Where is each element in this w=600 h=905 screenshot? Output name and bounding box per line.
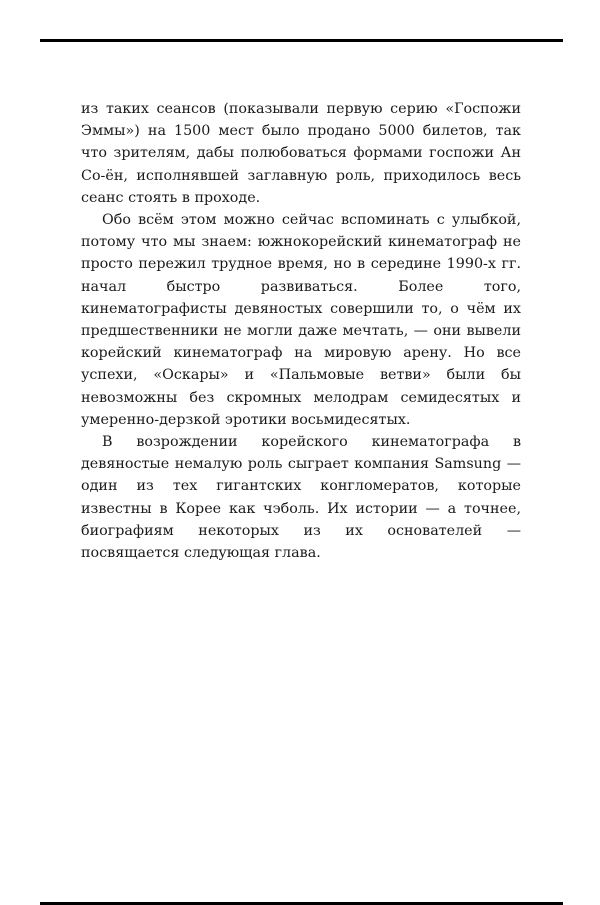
paragraph: В возрождении корейского кинематографа в девяностые немалую роль сыграет компания Samsung — один из тех гигантских конгломератов, которые известны в Корее как чэболь. Их истории — а точнее, биографиям некоторых из их основателей — посвящается следующая глава. [81, 434, 521, 562]
paragraph: Обо всём этом можно сейчас вспоминать с улыбкой, потому что мы знаем: южнокорейский кинематограф не просто пережил трудное время, но в середине 1990-х гг. начал быстро развиваться. Более того, кинематографисты девяностых совершили то, о чём их предшественники не могли даже мечтать, — они вывели корейский кинематограф на мировую арену. Но все успехи, «Оскары» и «Пальмовые ветви» были бы невозможны без скромных мелодрам семидесятых и умеренно-дерзкой эротики восьмидесятых. [81, 212, 521, 428]
page-body [81, 98, 521, 564]
header-rule [40, 39, 563, 42]
paragraph-continued: из таких сеансов (показывали первую серию «Госпожи Эммы») на 1500 мест было продано 5000 билетов, так что зрителям, дабы полюбоваться формами госпожи Ан Со-ён, исполнявшей заглавную роль, приходилось весь сеанс стоять в проходе. [81, 101, 521, 206]
